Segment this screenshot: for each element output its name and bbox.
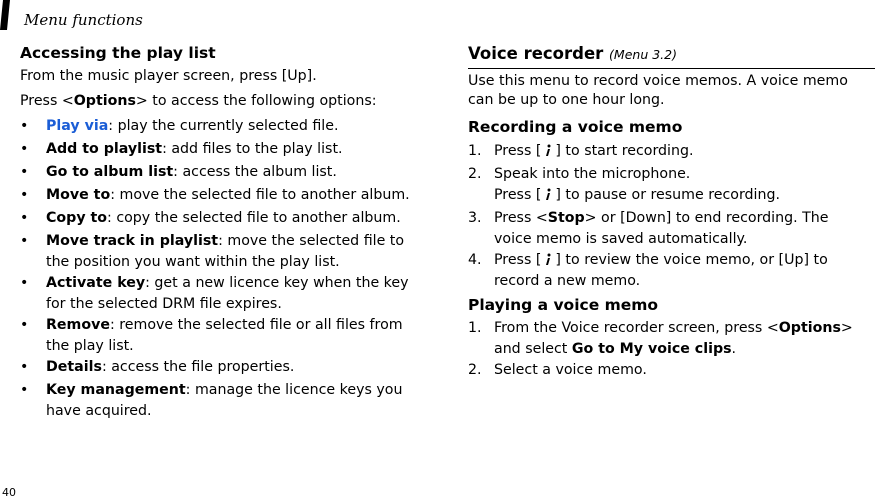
center-key-icon bbox=[541, 143, 555, 157]
step-1: Press [ ] to start recording. bbox=[494, 143, 694, 159]
section-heading-play-list: Accessing the play list bbox=[20, 44, 216, 62]
list-item: Move to: move the selected file to another album. bbox=[46, 187, 410, 203]
play-step-1: From the Voice recorder screen, press <Options> and select Go to My voice clips. bbox=[494, 320, 853, 357]
step-2-note: Press [ ] to pause or resume recording. bbox=[494, 187, 780, 203]
list-item: Remove: remove the selected file or all files from the play list. bbox=[46, 317, 403, 354]
page-header-title: Menu functions bbox=[24, 11, 143, 29]
list-item: Add to playlist: add files to the play list. bbox=[46, 141, 343, 157]
list-item: Copy to: copy the selected file to another album. bbox=[46, 210, 401, 226]
list-item: Activate key: get a new licence key when the key for the selected DRM file expires. bbox=[46, 275, 409, 312]
center-key-icon bbox=[541, 187, 555, 201]
center-key-icon bbox=[541, 252, 555, 266]
intro-text: From the music player screen, press [Up]. bbox=[20, 68, 317, 84]
page-number: 40 bbox=[2, 486, 16, 499]
list-item: Go to album list: access the album list. bbox=[46, 164, 337, 180]
subheading-playing: Playing a voice memo bbox=[468, 296, 659, 314]
step-3: Press <Stop> or [Down] to end recording. The voice memo is saved automatically. bbox=[494, 210, 829, 247]
list-item: Details: access the file properties. bbox=[46, 359, 295, 375]
intro-line-2: can be up to one hour long. bbox=[468, 92, 665, 108]
header-bar-icon bbox=[0, 0, 10, 30]
menu-reference: (Menu 3.2) bbox=[609, 47, 677, 62]
section-title-voice-recorder: Voice recorder (Menu 3.2) bbox=[468, 44, 677, 63]
intro-line-1: Use this menu to record voice memos. A voice memo bbox=[468, 73, 848, 89]
step-2: Speak into the microphone. bbox=[494, 166, 691, 182]
options-intro: Press <Options> to access the following options: bbox=[20, 93, 377, 109]
play-step-2: Select a voice memo. bbox=[494, 362, 647, 378]
list-item: Key management: manage the licence keys you have acquired. bbox=[46, 382, 403, 419]
step-4: Press [ ] to review the voice memo, or [Up] to record a new memo. bbox=[494, 252, 828, 289]
title-divider bbox=[468, 68, 875, 69]
list-item: Move track in playlist: move the selected file to the position you want within the play list. bbox=[46, 233, 405, 270]
subheading-recording: Recording a voice memo bbox=[468, 118, 683, 136]
list-item: Play via: play the currently selected file. bbox=[46, 118, 339, 134]
